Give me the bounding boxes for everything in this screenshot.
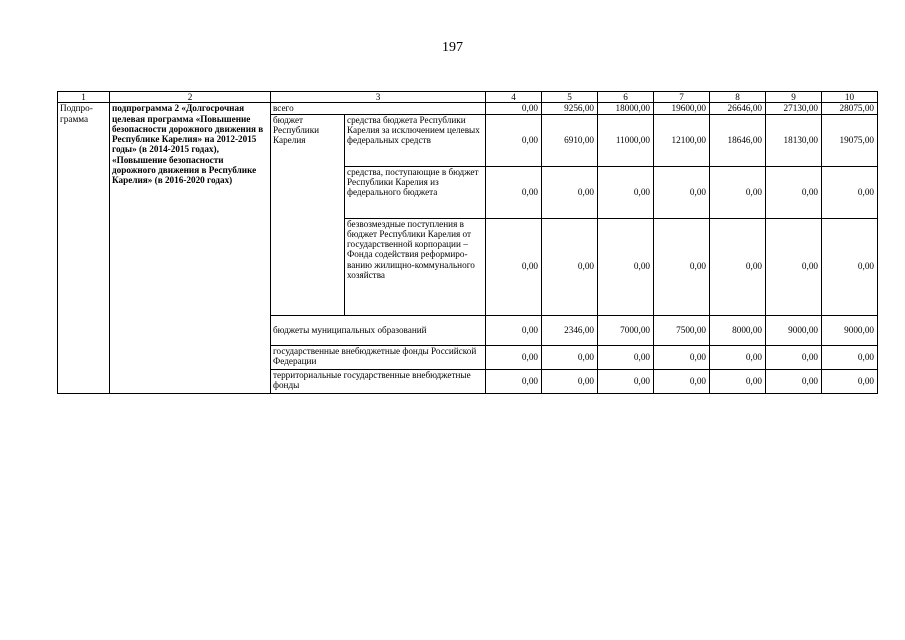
row-label: территориальные государственные внебюджетные фонды — [271, 369, 486, 393]
row-label: средства бюджета Республики Карелия за исключением целевых федеральных средств — [345, 114, 486, 166]
value-cell: 0,00 — [598, 166, 654, 218]
value-cell: 18000,00 — [598, 103, 654, 114]
value-cell: 18646,00 — [710, 114, 766, 166]
value-cell: 9000,00 — [766, 315, 822, 345]
header-cell: 2 — [110, 92, 271, 103]
value-cell: 26646,00 — [710, 103, 766, 114]
value-cell: 0,00 — [654, 369, 710, 393]
value-cell: 19600,00 — [654, 103, 710, 114]
value-cell: 0,00 — [822, 218, 878, 315]
value-cell: 0,00 — [598, 345, 654, 369]
value-cell: 28075,00 — [822, 103, 878, 114]
row-label: всего — [271, 103, 486, 114]
value-cell: 0,00 — [486, 345, 542, 369]
budget-group-cell: бюджет Республики Карелия — [271, 114, 345, 315]
value-cell: 9000,00 — [822, 315, 878, 345]
value-cell: 0,00 — [654, 218, 710, 315]
value-cell: 0,00 — [542, 218, 598, 315]
value-cell: 11000,00 — [598, 114, 654, 166]
program-name-cell: подпрограмма 2 «Долгосрочная целевая программа «Повышение безопасности дорожного движения в Республике Карелия» на 2012-2015 годы» (в 2014-2015 годах), «Повышение безопасности дорожного движения в Республике Карелия» (в 2016-2020 годах) — [110, 103, 271, 393]
header-cell: 6 — [598, 92, 654, 103]
value-cell: 9256,00 — [542, 103, 598, 114]
page-number: 197 — [442, 40, 463, 55]
header-cell: 8 — [710, 92, 766, 103]
value-cell: 0,00 — [486, 218, 542, 315]
value-cell: 0,00 — [486, 369, 542, 393]
value-cell: 0,00 — [542, 345, 598, 369]
row-label: государственные внебюджетные фонды Российской Федерации — [271, 345, 486, 369]
value-cell: 0,00 — [710, 166, 766, 218]
budget-table — [57, 91, 878, 394]
header-cell: 5 — [542, 92, 598, 103]
value-cell: 0,00 — [542, 166, 598, 218]
value-cell: 0,00 — [486, 315, 542, 345]
header-cell: 9 — [766, 92, 822, 103]
header-cell: 10 — [822, 92, 878, 103]
value-cell: 0,00 — [766, 166, 822, 218]
value-cell: 0,00 — [710, 369, 766, 393]
value-cell: 19075,00 — [822, 114, 878, 166]
value-cell: 0,00 — [654, 345, 710, 369]
value-cell: 0,00 — [766, 369, 822, 393]
row-label: средства, поступающие в бюджет Республики Карелия из федерального бюджета — [345, 166, 486, 218]
value-cell: 2346,00 — [542, 315, 598, 345]
program-type-cell: Подпро-грамма — [58, 103, 110, 393]
value-cell: 0,00 — [710, 345, 766, 369]
value-cell: 0,00 — [766, 345, 822, 369]
value-cell: 0,00 — [822, 369, 878, 393]
header-cell: 7 — [654, 92, 710, 103]
value-cell: 0,00 — [822, 345, 878, 369]
header-cell: 4 — [486, 92, 542, 103]
value-cell: 0,00 — [486, 166, 542, 218]
value-cell: 8000,00 — [710, 315, 766, 345]
value-cell: 0,00 — [486, 103, 542, 114]
value-cell: 0,00 — [542, 369, 598, 393]
header-row — [58, 92, 878, 103]
header-cell: 3 — [271, 92, 486, 103]
table-row — [58, 103, 878, 114]
value-cell: 0,00 — [598, 218, 654, 315]
value-cell: 27130,00 — [766, 103, 822, 114]
value-cell: 0,00 — [766, 218, 822, 315]
value-cell: 12100,00 — [654, 114, 710, 166]
value-cell: 7500,00 — [654, 315, 710, 345]
row-label: бюджеты муниципальных образований — [271, 315, 486, 345]
value-cell: 0,00 — [822, 166, 878, 218]
value-cell: 0,00 — [710, 218, 766, 315]
value-cell: 7000,00 — [598, 315, 654, 345]
header-cell: 1 — [58, 92, 110, 103]
value-cell: 6910,00 — [542, 114, 598, 166]
value-cell: 0,00 — [598, 369, 654, 393]
row-label: безвозмездные поступления в бюджет Республики Карелия от государственной корпорации – Фонда содействия реформиро-ванию жилищно-коммунального хозяйства — [345, 218, 486, 315]
value-cell: 0,00 — [486, 114, 542, 166]
value-cell: 18130,00 — [766, 114, 822, 166]
value-cell: 0,00 — [654, 166, 710, 218]
